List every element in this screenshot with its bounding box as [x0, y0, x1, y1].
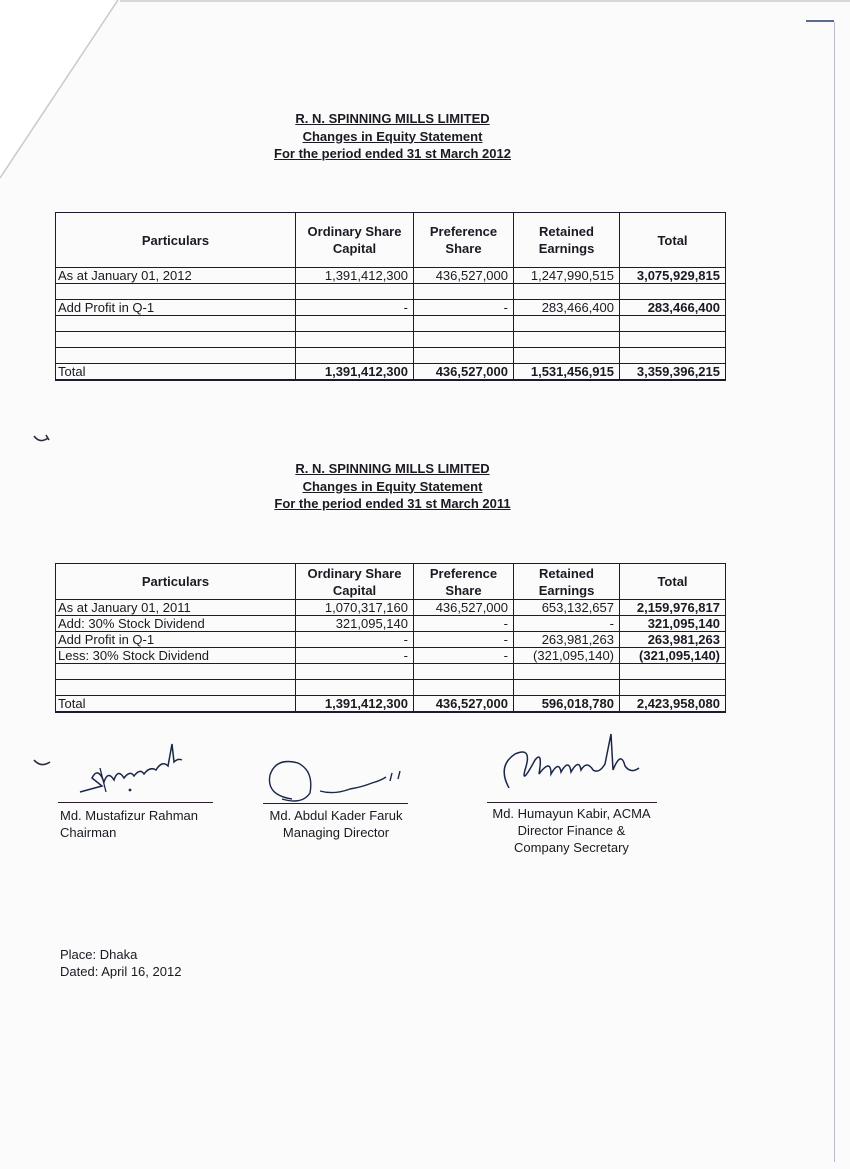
row-label: [56, 680, 296, 696]
total-row: [56, 696, 726, 713]
row-label: [56, 316, 296, 332]
director-finance-signature: [495, 730, 645, 802]
total-preference: 436,527,000: [414, 364, 514, 381]
cell-preference: -: [414, 632, 514, 648]
cell-retained: 1,247,990,515: [514, 268, 620, 284]
cell-retained: [514, 284, 620, 300]
place-text: Place: Dhaka: [60, 947, 138, 962]
chairman-signature: [72, 730, 192, 802]
signatory-name: Md. Mustafizur Rahman: [60, 808, 198, 823]
statement-2012-header: [0, 110, 785, 163]
total-preference: 436,527,000: [414, 696, 514, 713]
statement-2011-header: [0, 460, 785, 513]
cell-total: 283,466,400: [620, 300, 726, 316]
total-label: Total: [56, 696, 296, 713]
header-preference-share: Preference Share: [414, 564, 514, 600]
cell-capital: -: [296, 632, 414, 648]
table-header-row: [56, 213, 726, 268]
cell-preference: -: [414, 616, 514, 632]
cell-retained: [514, 348, 620, 364]
cell-total: [620, 664, 726, 680]
cell-capital: 1,391,412,300: [296, 268, 414, 284]
header-particulars: Particulars: [56, 213, 296, 268]
total-retained: 1,531,456,915: [514, 364, 620, 381]
cell-total: [620, 284, 726, 300]
cell-retained: 283,466,400: [514, 300, 620, 316]
cell-preference: [414, 284, 514, 300]
total-capital: 1,391,412,300: [296, 696, 414, 713]
scan-speck-mark: [32, 755, 54, 769]
equity-table-2011: [55, 563, 726, 713]
managing-director-signature: [262, 755, 412, 805]
cell-preference: -: [414, 648, 514, 664]
table-row: [56, 348, 726, 364]
row-label: Less: 30% Stock Dividend: [56, 648, 296, 664]
signatory-role: Director Finance &: [517, 823, 626, 838]
statement-title: Changes in Equity Statement: [302, 128, 483, 144]
cell-total: [620, 680, 726, 696]
cell-total: [620, 348, 726, 364]
company-name: R. N. SPINNING MILLS LIMITED: [295, 111, 490, 126]
row-label: Add Profit in Q-1: [56, 300, 296, 316]
header-preference-share: Preference Share: [414, 213, 514, 268]
cell-capital: [296, 664, 414, 680]
header-retained-earnings: Retained Earnings: [514, 564, 620, 600]
cell-capital: [296, 680, 414, 696]
cell-capital: 1,070,317,160: [296, 600, 414, 616]
director-finance-signature-line: [487, 802, 657, 803]
total-total: 2,423,958,080: [620, 696, 726, 713]
total-total: 3,359,396,215: [620, 364, 726, 381]
total-retained: 596,018,780: [514, 696, 620, 713]
cell-capital: [296, 348, 414, 364]
cell-capital: [296, 316, 414, 332]
row-label: As at January 01, 2011: [56, 600, 296, 616]
row-label: [56, 348, 296, 364]
signatory-name: Md. Humayun Kabir, ACMA: [492, 806, 651, 821]
table-row: [56, 268, 726, 284]
row-label: Add: 30% Stock Dividend: [56, 616, 296, 632]
row-label: Add Profit in Q-1: [56, 632, 296, 648]
total-row: [56, 364, 726, 381]
statement-period: For the period ended 31 st March 2012: [274, 146, 511, 161]
cell-capital: -: [296, 300, 414, 316]
table-row: [56, 680, 726, 696]
cell-retained: [514, 664, 620, 680]
date-text: Dated: April 16, 2012: [60, 964, 182, 979]
cell-retained: [514, 332, 620, 348]
cell-retained: 653,132,657: [514, 600, 620, 616]
table-header-row: [56, 564, 726, 600]
header-total: Total: [620, 213, 726, 268]
signatory-director-finance: [484, 805, 659, 856]
signatory-chairman: [60, 807, 198, 841]
cell-preference: [414, 680, 514, 696]
cell-preference: [414, 348, 514, 364]
signatory-role: Managing Director: [282, 825, 390, 840]
header-particulars: Particulars: [56, 564, 296, 600]
right-edge-line: [834, 22, 835, 1162]
cell-preference: [414, 664, 514, 680]
cell-capital: [296, 284, 414, 300]
total-capital: 1,391,412,300: [296, 364, 414, 381]
header-retained-earnings: Retained Earnings: [514, 213, 620, 268]
table-row: [56, 600, 726, 616]
managing-director-signature-line: [263, 803, 408, 804]
cell-total: (321,095,140): [620, 648, 726, 664]
table-row: [56, 616, 726, 632]
row-label: [56, 332, 296, 348]
cell-total: 321,095,140: [620, 616, 726, 632]
cell-total: 3,075,929,815: [620, 268, 726, 284]
row-label: [56, 664, 296, 680]
table-row: [56, 664, 726, 680]
cell-total: [620, 332, 726, 348]
statement-title: Changes in Equity Statement: [302, 478, 483, 494]
cell-retained: (321,095,140): [514, 648, 620, 664]
cell-retained: [514, 316, 620, 332]
table-row: [56, 300, 726, 316]
table-row: [56, 284, 726, 300]
row-label: [56, 284, 296, 300]
cell-preference: 436,527,000: [414, 268, 514, 284]
folded-corner-shadow: [0, 0, 120, 200]
table-row: [56, 648, 726, 664]
header-total: Total: [620, 564, 726, 600]
right-edge-mark: [806, 20, 834, 22]
cell-capital: [296, 332, 414, 348]
cell-preference: [414, 332, 514, 348]
cell-total: 263,981,263: [620, 632, 726, 648]
statement-period: For the period ended 31 st March 2011: [274, 496, 511, 511]
header-ordinary-share-capital: Ordinary Share Capital: [296, 213, 414, 268]
row-label: As at January 01, 2012: [56, 268, 296, 284]
cell-preference: [414, 316, 514, 332]
cell-retained: 263,981,263: [514, 632, 620, 648]
signatory-managing-director: [262, 807, 410, 841]
cell-retained: [514, 680, 620, 696]
cell-preference: 436,527,000: [414, 600, 514, 616]
cell-preference: -: [414, 300, 514, 316]
company-name: R. N. SPINNING MILLS LIMITED: [295, 461, 490, 476]
cell-capital: -: [296, 648, 414, 664]
equity-table-2012: [55, 212, 726, 381]
cell-total: 2,159,976,817: [620, 600, 726, 616]
signatory-role-line2: Company Secretary: [514, 840, 629, 855]
scan-speck-mark: [32, 432, 52, 446]
signatory-role: Chairman: [60, 825, 117, 840]
total-label: Total: [56, 364, 296, 381]
signatory-name: Md. Abdul Kader Faruk: [269, 808, 403, 823]
chairman-signature-line: [58, 802, 213, 803]
cell-total: [620, 316, 726, 332]
table-row: [56, 316, 726, 332]
cell-capital: 321,095,140: [296, 616, 414, 632]
table-row: [56, 632, 726, 648]
table-row: [56, 332, 726, 348]
cell-retained: -: [514, 616, 620, 632]
top-edge-line: [120, 0, 850, 2]
header-ordinary-share-capital: Ordinary Share Capital: [296, 564, 414, 600]
